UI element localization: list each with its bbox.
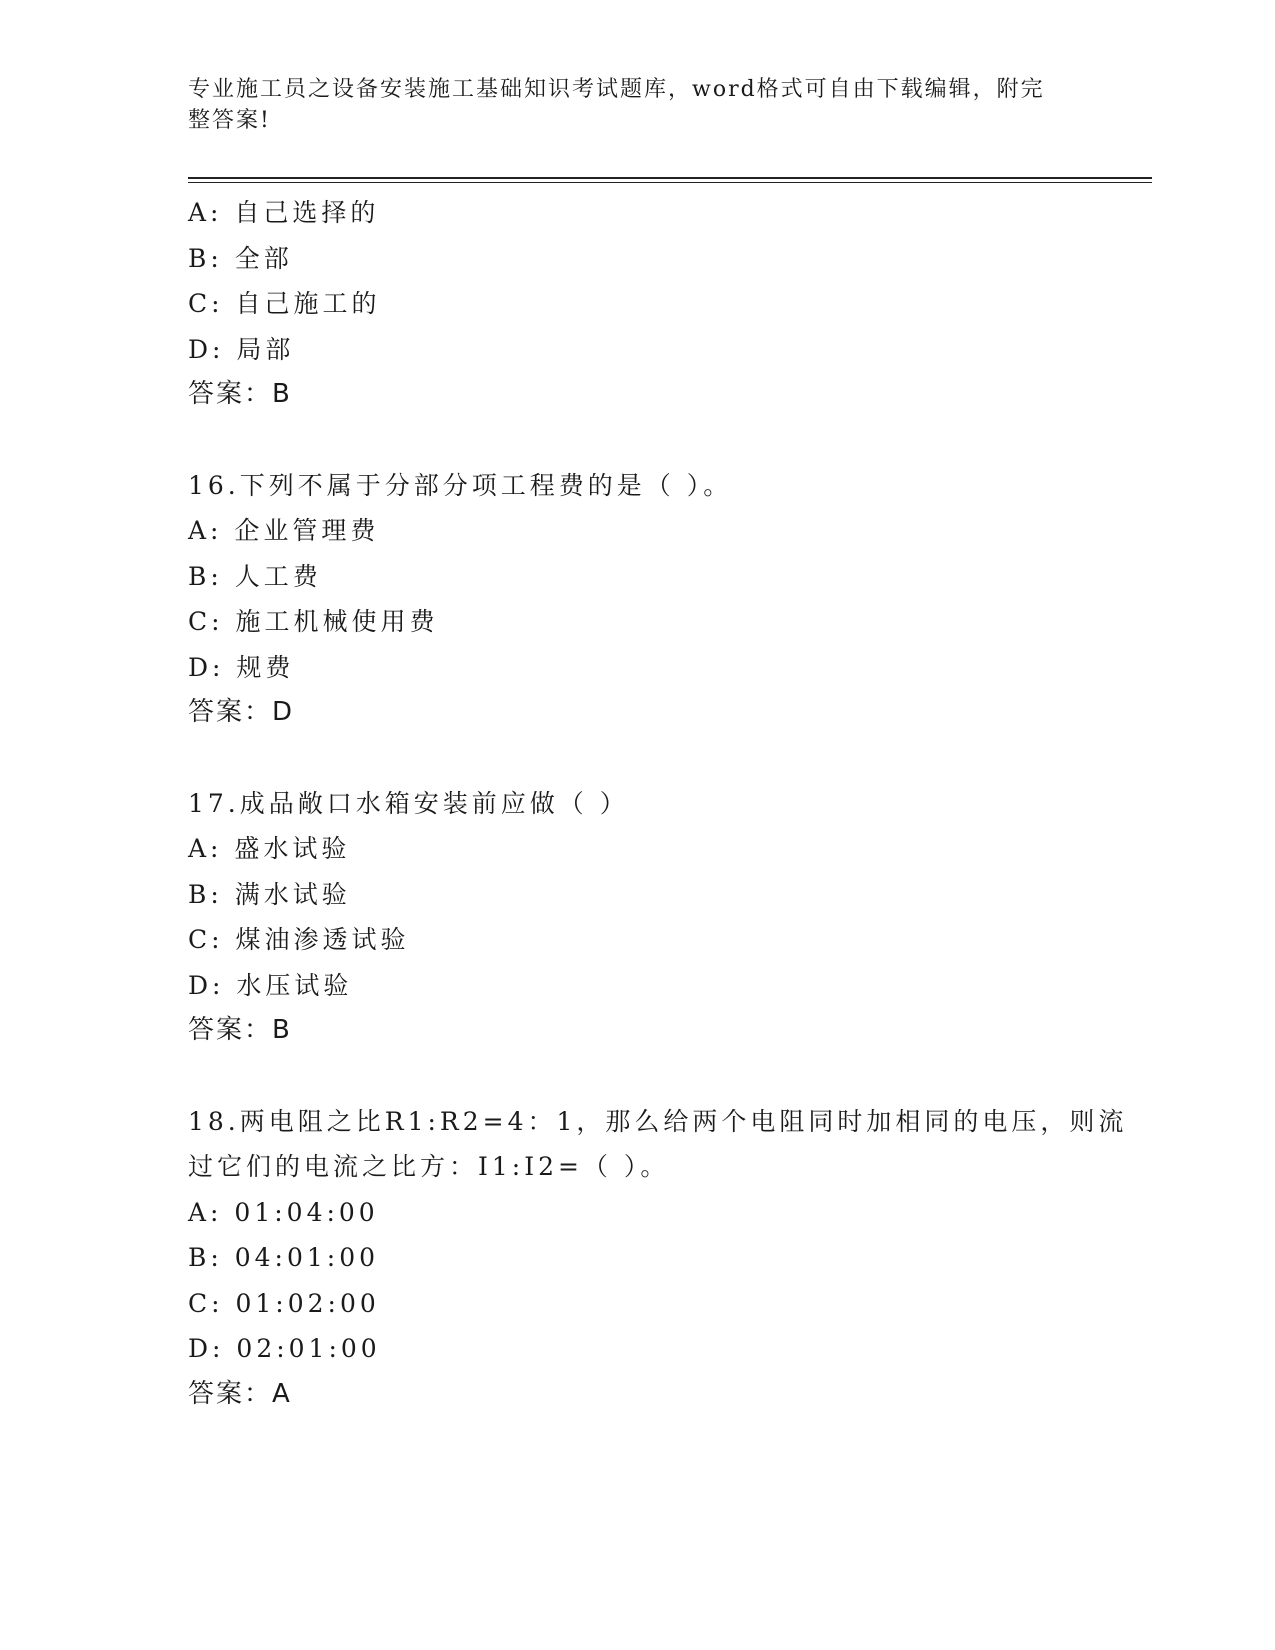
answer-line: 答案：B [188, 1015, 292, 1045]
option-a: A: 盛水试验 [188, 834, 351, 863]
option-d: D: 02:01:00 [188, 1334, 381, 1363]
question-block [188, 190, 1128, 418]
option-b: B: 全部 [188, 243, 293, 273]
option-d: D: 水压试验 [188, 970, 353, 1000]
answer-line: 答案：D [188, 697, 295, 727]
header-divider-thick [188, 177, 1152, 179]
option-c: C: 施工机械使用费 [188, 607, 439, 636]
option-c: C: 煤油渗透试验 [188, 925, 410, 954]
option-b: B: 04:01:00 [188, 1243, 380, 1272]
question-title: 16.下列不属于分部分项工程费的是（ ）。 [188, 470, 733, 500]
question-block [188, 463, 1128, 736]
option-d: D: 局部 [188, 334, 295, 364]
answer-line: 答案：B [188, 379, 292, 409]
question-block [188, 781, 1128, 1054]
option-a: A: 自己选择的 [188, 198, 380, 227]
option-a: A: 企业管理费 [188, 516, 380, 545]
option-c: C: 01:02:00 [188, 1288, 380, 1318]
document-header: 专业施工员之设备安装施工基础知识考试题库，word格式可自由下载编辑，附完整答案! [188, 77, 1045, 133]
question-block [188, 1099, 1128, 1418]
question-title: 17.成品敞口水箱安装前应做（ ） [188, 788, 629, 818]
option-b: B: 满水试验 [188, 879, 351, 909]
option-c: C: 自己施工的 [188, 289, 381, 318]
option-a: A: 01:04:00 [188, 1197, 379, 1227]
option-d: D: 规费 [188, 652, 295, 682]
spacer [188, 418, 1128, 463]
header-divider-thin [188, 182, 1152, 183]
question-title: 18.两电阻之比R1:R2=4：1，那么给两个电阻同时加相同的电压，则流过它们的电流之比方：I1:I2=（ ）。 [188, 1106, 1128, 1181]
option-b: B: 人工费 [188, 561, 322, 591]
spacer [188, 736, 1128, 781]
question-list [188, 190, 1128, 1417]
spacer [188, 1054, 1128, 1099]
answer-line: 答案：A [188, 1378, 292, 1409]
